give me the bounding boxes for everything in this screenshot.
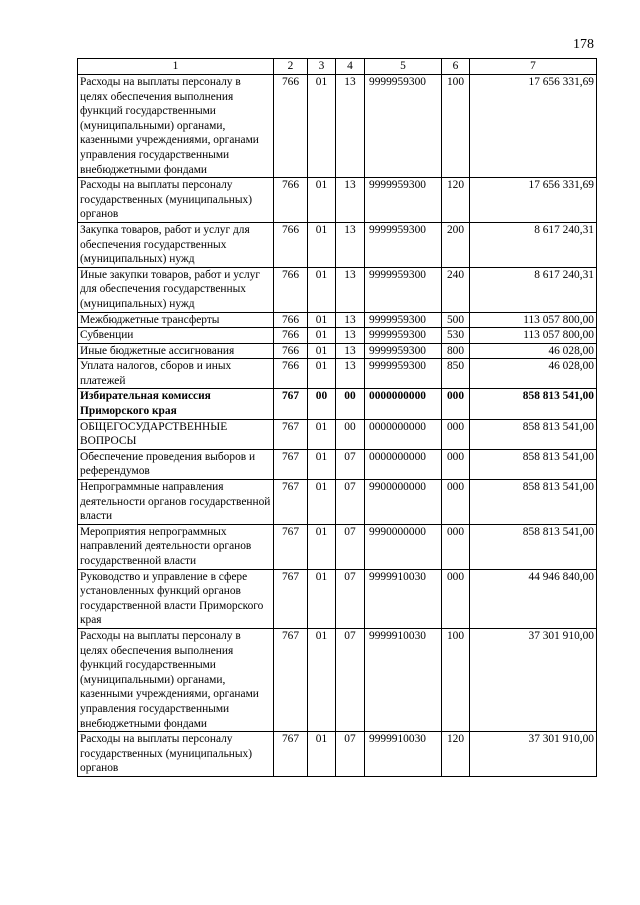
row-name-cell: Субвенции	[78, 328, 274, 344]
table-row	[78, 419, 597, 449]
row-code-2-cell: 767	[274, 480, 308, 525]
header-cell-2: 2	[274, 59, 308, 75]
row-name-cell: Иные бюджетные ассигнования	[78, 343, 274, 359]
row-code-3-cell: 01	[308, 312, 336, 328]
row-code-3-cell: 01	[308, 178, 336, 223]
row-code-4-cell: 00	[336, 419, 365, 449]
row-code-3-cell: 01	[308, 343, 336, 359]
row-code-2-cell: 766	[274, 222, 308, 267]
row-code-4-cell: 07	[336, 449, 365, 479]
table-row	[78, 178, 597, 223]
row-code-5-cell: 9900000000	[365, 480, 442, 525]
row-code-4-cell: 00	[336, 389, 365, 419]
table-row	[78, 328, 597, 344]
row-sum-cell: 17 656 331,69	[470, 178, 597, 223]
row-name-cell: Закупка товаров, работ и услуг для обеспечения государственных (муниципальных) нужд	[78, 222, 274, 267]
row-code-5-cell: 0000000000	[365, 449, 442, 479]
row-code-3-cell: 01	[308, 628, 336, 731]
header-cell-3: 3	[308, 59, 336, 75]
row-code-2-cell: 767	[274, 628, 308, 731]
row-code-3-cell: 01	[308, 75, 336, 178]
table-row	[78, 312, 597, 328]
row-code-4-cell: 07	[336, 628, 365, 731]
row-sum-cell: 858 813 541,00	[470, 449, 597, 479]
row-code-6-cell: 500	[442, 312, 470, 328]
row-name-cell: Непрограммные направления деятельности органов государственной власти	[78, 480, 274, 525]
row-code-6-cell: 800	[442, 343, 470, 359]
row-code-2-cell: 767	[274, 732, 308, 777]
header-cell-4: 4	[336, 59, 365, 75]
row-code-3-cell: 01	[308, 419, 336, 449]
row-code-6-cell: 000	[442, 569, 470, 628]
row-code-3-cell: 00	[308, 389, 336, 419]
row-code-3-cell: 01	[308, 569, 336, 628]
row-code-6-cell: 850	[442, 359, 470, 389]
row-code-5-cell: 9999959300	[365, 222, 442, 267]
row-code-4-cell: 13	[336, 343, 365, 359]
row-code-5-cell: 0000000000	[365, 389, 442, 419]
row-code-4-cell: 13	[336, 359, 365, 389]
row-code-2-cell: 766	[274, 343, 308, 359]
row-code-4-cell: 13	[336, 178, 365, 223]
row-code-2-cell: 766	[274, 75, 308, 178]
row-name-cell: ОБЩЕГОСУДАРСТВЕННЫЕ ВОПРОСЫ	[78, 419, 274, 449]
row-code-5-cell: 0000000000	[365, 419, 442, 449]
row-code-6-cell: 000	[442, 449, 470, 479]
row-sum-cell: 8 617 240,31	[470, 222, 597, 267]
header-cell-1: 1	[78, 59, 274, 75]
row-code-4-cell: 13	[336, 267, 365, 312]
row-code-2-cell: 766	[274, 359, 308, 389]
row-sum-cell: 37 301 910,00	[470, 628, 597, 731]
row-code-5-cell: 9999959300	[365, 312, 442, 328]
row-code-3-cell: 01	[308, 480, 336, 525]
row-code-6-cell: 000	[442, 480, 470, 525]
row-code-2-cell: 766	[274, 328, 308, 344]
row-name-cell: Расходы на выплаты персоналу государственных (муниципальных) органов	[78, 178, 274, 223]
row-name-cell: Иные закупки товаров, работ и услуг для обеспечения государственных (муниципальных) нужд	[78, 267, 274, 312]
row-sum-cell: 37 301 910,00	[470, 732, 597, 777]
row-name-cell: Мероприятия непрограммных направлений деятельности органов государственной власти	[78, 524, 274, 569]
row-code-6-cell: 200	[442, 222, 470, 267]
row-sum-cell: 858 813 541,00	[470, 480, 597, 525]
budget-table	[77, 58, 597, 777]
row-code-6-cell: 240	[442, 267, 470, 312]
row-sum-cell: 46 028,00	[470, 343, 597, 359]
header-cell-5: 5	[365, 59, 442, 75]
row-sum-cell: 46 028,00	[470, 359, 597, 389]
row-code-6-cell: 530	[442, 328, 470, 344]
row-name-cell: Руководство и управление в сфере установленных функций органов государственной власти Приморского края	[78, 569, 274, 628]
table-row	[78, 222, 597, 267]
row-sum-cell: 858 813 541,00	[470, 389, 597, 419]
row-sum-cell: 113 057 800,00	[470, 328, 597, 344]
row-sum-cell: 858 813 541,00	[470, 419, 597, 449]
row-code-4-cell: 07	[336, 524, 365, 569]
row-code-6-cell: 120	[442, 178, 470, 223]
row-sum-cell: 858 813 541,00	[470, 524, 597, 569]
table-row	[78, 628, 597, 731]
row-code-6-cell: 120	[442, 732, 470, 777]
row-name-cell: Избирательная комиссия Приморского края	[78, 389, 274, 419]
table-row	[78, 389, 597, 419]
row-code-5-cell: 9999959300	[365, 178, 442, 223]
row-code-3-cell: 01	[308, 328, 336, 344]
row-code-3-cell: 01	[308, 449, 336, 479]
row-name-cell: Расходы на выплаты персоналу в целях обеспечения выполнения функций государственными (муниципальными) органами, казенными учреждениями, органами управления государственными внебюджетными фондами	[78, 628, 274, 731]
row-code-6-cell: 100	[442, 628, 470, 731]
row-code-3-cell: 01	[308, 732, 336, 777]
row-code-5-cell: 9999959300	[365, 328, 442, 344]
row-code-5-cell: 9999959300	[365, 343, 442, 359]
row-sum-cell: 17 656 331,69	[470, 75, 597, 178]
row-code-5-cell: 9999959300	[365, 75, 442, 178]
row-sum-cell: 113 057 800,00	[470, 312, 597, 328]
header-row	[78, 59, 597, 75]
row-name-cell: Обеспечение проведения выборов и референдумов	[78, 449, 274, 479]
row-sum-cell: 44 946 840,00	[470, 569, 597, 628]
row-code-5-cell: 9990000000	[365, 524, 442, 569]
header-cell-7: 7	[470, 59, 597, 75]
row-code-2-cell: 767	[274, 524, 308, 569]
row-code-5-cell: 9999910030	[365, 628, 442, 731]
row-code-4-cell: 07	[336, 480, 365, 525]
row-code-3-cell: 01	[308, 359, 336, 389]
row-code-3-cell: 01	[308, 524, 336, 569]
row-code-6-cell: 000	[442, 389, 470, 419]
row-code-2-cell: 766	[274, 178, 308, 223]
row-code-5-cell: 9999959300	[365, 359, 442, 389]
row-code-4-cell: 13	[336, 75, 365, 178]
row-code-4-cell: 13	[336, 328, 365, 344]
row-code-6-cell: 000	[442, 524, 470, 569]
row-name-cell: Межбюджетные трансферты	[78, 312, 274, 328]
row-code-2-cell: 766	[274, 267, 308, 312]
row-code-4-cell: 13	[336, 312, 365, 328]
row-code-4-cell: 07	[336, 732, 365, 777]
row-code-2-cell: 767	[274, 569, 308, 628]
table-row	[78, 343, 597, 359]
row-code-5-cell: 9999910030	[365, 569, 442, 628]
page-number: 178	[573, 37, 594, 52]
table-row	[78, 267, 597, 312]
row-code-2-cell: 767	[274, 419, 308, 449]
table-row	[78, 569, 597, 628]
row-code-2-cell: 767	[274, 449, 308, 479]
row-sum-cell: 8 617 240,31	[470, 267, 597, 312]
table-row	[78, 449, 597, 479]
table-row	[78, 732, 597, 777]
row-code-5-cell: 9999959300	[365, 267, 442, 312]
table-row	[78, 524, 597, 569]
row-code-2-cell: 767	[274, 389, 308, 419]
row-code-5-cell: 9999910030	[365, 732, 442, 777]
row-code-6-cell: 000	[442, 419, 470, 449]
row-name-cell: Уплата налогов, сборов и иных платежей	[78, 359, 274, 389]
row-code-6-cell: 100	[442, 75, 470, 178]
row-code-2-cell: 766	[274, 312, 308, 328]
table-row	[78, 75, 597, 178]
header-cell-6: 6	[442, 59, 470, 75]
row-code-3-cell: 01	[308, 222, 336, 267]
row-name-cell: Расходы на выплаты персоналу государственных (муниципальных) органов	[78, 732, 274, 777]
row-code-4-cell: 07	[336, 569, 365, 628]
row-code-4-cell: 13	[336, 222, 365, 267]
table-row	[78, 480, 597, 525]
row-code-3-cell: 01	[308, 267, 336, 312]
row-name-cell: Расходы на выплаты персоналу в целях обеспечения выполнения функций государственными (муниципальными) органами, казенными учреждениями, органами управления государственными внебюджетными фондами	[78, 75, 274, 178]
table-row	[78, 359, 597, 389]
